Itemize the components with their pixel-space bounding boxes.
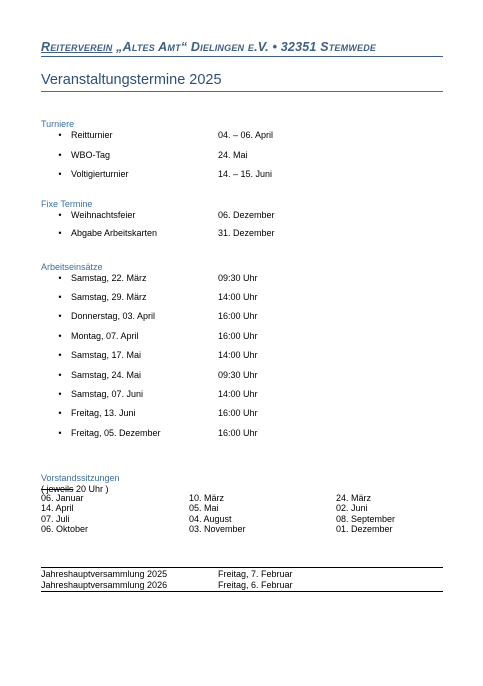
list-item [57, 228, 437, 240]
event-name: WBO-Tag [71, 150, 111, 160]
bullet: • [58, 210, 62, 220]
meeting-date: Freitag, 6. Februar [218, 580, 293, 590]
meeting-date: 02. Juni [336, 503, 368, 513]
list-item [57, 292, 437, 304]
list-item [57, 150, 437, 162]
note-struck: ( jeweils [41, 484, 74, 494]
meeting-date: 03. November [189, 524, 246, 534]
bullet: • [58, 169, 62, 179]
meeting-date: 06. Oktober [41, 524, 89, 534]
organization-header [41, 40, 443, 57]
work-day: Samstag, 17. Mai [71, 350, 142, 360]
work-time: 16:00 Uhr [218, 428, 258, 438]
bullet: • [58, 292, 62, 302]
meeting-date: 06. Januar [41, 493, 84, 503]
table-row [41, 569, 443, 580]
list-item [57, 331, 437, 343]
page-title: Veranstaltungstermine 2025 [41, 72, 443, 92]
list-item [57, 428, 437, 440]
section-heading-fixe-termine: Fixe Termine [41, 199, 93, 209]
event-date: 06. Dezember [218, 210, 275, 220]
event-date: 31. Dezember [218, 228, 275, 238]
work-day: Samstag, 07. Juni [71, 389, 144, 399]
bullet: • [58, 150, 62, 160]
meeting-label: Jahreshauptversammlung 2026 [41, 580, 168, 590]
work-day: Montag, 07. April [71, 331, 139, 341]
meeting-date: Freitag, 7. Februar [218, 569, 293, 579]
list-item [57, 350, 437, 362]
list-item [57, 130, 437, 142]
work-day: Samstag, 22. März [71, 273, 147, 283]
list-item [57, 389, 437, 401]
list-item [57, 273, 437, 285]
list-item [57, 169, 437, 181]
bullet: • [58, 228, 62, 238]
event-date: 14. – 15. Juni [218, 169, 273, 179]
work-day: Samstag, 29. März [71, 292, 147, 302]
table-row [41, 580, 443, 591]
meeting-date: 04. August [189, 514, 232, 524]
bullet: • [58, 428, 62, 438]
bullet: • [58, 311, 62, 321]
org-prefix: Reiterverein [41, 40, 113, 54]
bullet: • [58, 273, 62, 283]
work-time: 14:00 Uhr [218, 350, 258, 360]
work-time: 09:30 Uhr [218, 273, 258, 283]
event-name: Voltigierturnier [71, 169, 129, 179]
event-date: 04. – 06. April [218, 130, 274, 140]
section-heading-arbeitseinsaetze: Arbeitseinsätze [41, 262, 103, 272]
meeting-date: 08. September [336, 514, 396, 524]
work-time: 16:00 Uhr [218, 311, 258, 321]
work-time: 09:30 Uhr [218, 370, 258, 380]
work-time: 16:00 Uhr [218, 331, 258, 341]
bullet: • [58, 389, 62, 399]
meeting-date: 24. März [336, 493, 372, 503]
bullet: • [58, 370, 62, 380]
meeting-date: 05. Mai [189, 503, 219, 513]
org-name-address: „Altes Amt“ Dielingen e.V. • 32351 Stemwede [116, 40, 377, 54]
bullet: • [58, 331, 62, 341]
section-heading-vorstandssitzungen: Vorstandssitzungen [41, 473, 120, 483]
work-day: Donnerstag, 03. April [71, 311, 156, 321]
note-time: 20 Uhr ) [73, 484, 109, 494]
meeting-date: 10. März [189, 493, 225, 503]
list-item [57, 370, 437, 382]
bullet: • [58, 130, 62, 140]
work-day: Freitag, 13. Juni [71, 408, 136, 418]
meeting-date: 14. April [41, 503, 74, 513]
annual-meeting-table [41, 567, 443, 592]
section-heading-turniere: Turniere [41, 119, 75, 129]
work-time: 14:00 Uhr [218, 389, 258, 399]
bullet: • [58, 350, 62, 360]
work-time: 16:00 Uhr [218, 408, 258, 418]
event-name: Reitturnier [71, 130, 113, 140]
work-time: 14:00 Uhr [218, 292, 258, 302]
bullet: • [58, 408, 62, 418]
list-item [57, 311, 437, 323]
list-item [57, 210, 437, 222]
meeting-date: 01. Dezember [336, 524, 393, 534]
event-date: 24. Mai [218, 150, 248, 160]
list-item [57, 408, 437, 420]
meeting-label: Jahreshauptversammlung 2025 [41, 569, 168, 579]
event-name: Abgabe Arbeitskarten [71, 228, 158, 238]
work-day: Samstag, 24. Mai [71, 370, 142, 380]
meeting-date: 07. Juli [41, 514, 70, 524]
work-day: Freitag, 05. Dezember [71, 428, 161, 438]
event-name: Weihnachtsfeier [71, 210, 136, 220]
